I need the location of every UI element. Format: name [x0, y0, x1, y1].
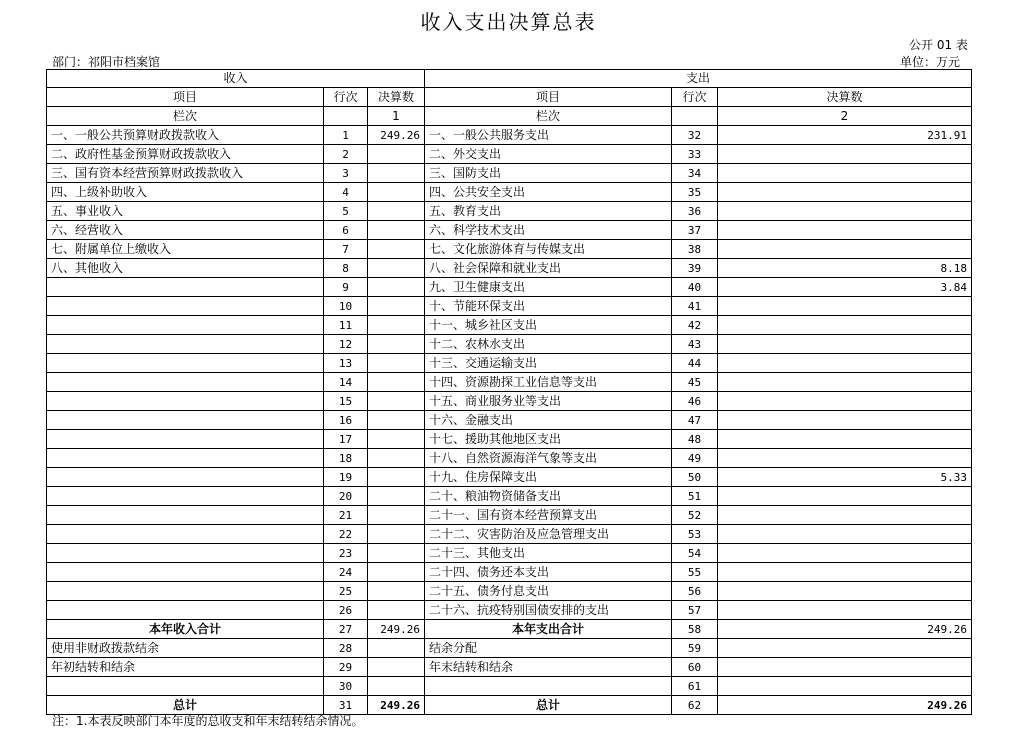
income-rowno-cell: 20 — [324, 487, 368, 506]
expense-rowno-cell: 62 — [672, 696, 718, 715]
income-item-cell: 年初结转和结余 — [47, 658, 324, 677]
expense-rowno-cell: 59 — [672, 639, 718, 658]
income-rowno-cell: 7 — [324, 240, 368, 259]
income-rowno-cell: 2 — [324, 145, 368, 164]
expense-rowno-cell: 52 — [672, 506, 718, 525]
income-lanci-label: 栏次 — [47, 107, 324, 126]
income-item-cell: 四、上级补助收入 — [47, 183, 324, 202]
expense-amount-cell: 231.91 — [718, 126, 972, 145]
expense-item-cell: 总计 — [425, 696, 672, 715]
table-row — [47, 392, 972, 411]
income-rowno-cell: 27 — [324, 620, 368, 639]
expense-rowno-cell: 57 — [672, 601, 718, 620]
income-item-cell — [47, 525, 324, 544]
income-item-cell — [47, 544, 324, 563]
expense-rowno-cell: 49 — [672, 449, 718, 468]
income-item-cell — [47, 354, 324, 373]
expense-item-cell: 本年支出合计 — [425, 620, 672, 639]
expense-item-cell: 一、一般公共服务支出 — [425, 126, 672, 145]
table-row — [47, 354, 972, 373]
income-amount-cell — [368, 411, 425, 430]
income-expense-table — [46, 69, 972, 715]
income-rowno-cell: 17 — [324, 430, 368, 449]
expense-rowno-cell: 33 — [672, 145, 718, 164]
income-rowno-cell: 24 — [324, 563, 368, 582]
expense-amount-cell: 249.26 — [718, 620, 972, 639]
income-rowno-cell: 16 — [324, 411, 368, 430]
expense-amount-cell — [718, 563, 972, 582]
income-rowno-cell: 10 — [324, 297, 368, 316]
income-item-cell — [47, 278, 324, 297]
income-rowno-cell: 4 — [324, 183, 368, 202]
expense-amount-cell — [718, 221, 972, 240]
expense-item-cell: 八、社会保障和就业支出 — [425, 259, 672, 278]
income-item-cell: 总计 — [47, 696, 324, 715]
income-item-cell: 一、一般公共预算财政拨款收入 — [47, 126, 324, 145]
expense-item-cell: 十二、农林水支出 — [425, 335, 672, 354]
expense-rowno-cell: 47 — [672, 411, 718, 430]
table-row — [47, 373, 972, 392]
income-item-cell — [47, 392, 324, 411]
income-item-cell: 八、其他收入 — [47, 259, 324, 278]
income-amount-cell — [368, 430, 425, 449]
income-rowno-cell: 21 — [324, 506, 368, 525]
expense-rowno-cell: 51 — [672, 487, 718, 506]
expense-item-cell: 四、公共安全支出 — [425, 183, 672, 202]
income-item-cell — [47, 677, 324, 696]
expense-item-cell: 十一、城乡社区支出 — [425, 316, 672, 335]
expense-amount-cell: 5.33 — [718, 468, 972, 487]
expense-amount-cell — [718, 601, 972, 620]
expense-item-cell: 二十、粮油物资储备支出 — [425, 487, 672, 506]
income-rowno-cell: 8 — [324, 259, 368, 278]
income-item-cell — [47, 582, 324, 601]
expense-amount-cell — [718, 487, 972, 506]
expense-item-cell: 七、文化旅游体育与传媒支出 — [425, 240, 672, 259]
income-amount-header: 决算数 — [368, 88, 425, 107]
table-row — [47, 297, 972, 316]
expense-amount-cell — [718, 639, 972, 658]
income-item-cell — [47, 373, 324, 392]
expense-item-header: 项目 — [425, 88, 672, 107]
income-rowno-cell: 28 — [324, 639, 368, 658]
income-amount-cell — [368, 297, 425, 316]
expense-item-cell: 六、科学技术支出 — [425, 221, 672, 240]
table-row — [47, 544, 972, 563]
expense-rowno-cell: 45 — [672, 373, 718, 392]
table-row — [47, 658, 972, 677]
income-amount-cell — [368, 183, 425, 202]
expense-item-cell: 二十四、债务还本支出 — [425, 563, 672, 582]
income-rowno-cell: 15 — [324, 392, 368, 411]
expense-item-cell: 结余分配 — [425, 639, 672, 658]
expense-amount-cell — [718, 449, 972, 468]
income-item-cell — [47, 601, 324, 620]
income-amount-cell — [368, 164, 425, 183]
income-item-cell — [47, 506, 324, 525]
table-row — [47, 126, 972, 145]
table-row — [47, 202, 972, 221]
table-row — [47, 525, 972, 544]
expense-rowno-cell: 41 — [672, 297, 718, 316]
expense-item-cell: 三、国防支出 — [425, 164, 672, 183]
income-rowno-cell: 30 — [324, 677, 368, 696]
expense-item-cell: 十八、自然资源海洋气象等支出 — [425, 449, 672, 468]
income-lanci-rowno — [324, 107, 368, 126]
table-row — [47, 145, 972, 164]
income-amount-cell — [368, 563, 425, 582]
income-amount-cell — [368, 354, 425, 373]
table-row — [47, 221, 972, 240]
income-rowno-cell: 29 — [324, 658, 368, 677]
expense-amount-cell — [718, 183, 972, 202]
expense-rowno-cell: 37 — [672, 221, 718, 240]
expense-amount-cell — [718, 316, 972, 335]
expense-lanci-rowno — [672, 107, 718, 126]
income-amount-cell — [368, 449, 425, 468]
income-amount-cell — [368, 373, 425, 392]
income-lanci-col: 1 — [368, 107, 425, 126]
expense-rowno-cell: 39 — [672, 259, 718, 278]
expense-item-cell: 十七、援助其他地区支出 — [425, 430, 672, 449]
expense-rowno-cell: 53 — [672, 525, 718, 544]
table-row — [47, 639, 972, 658]
income-section-header: 收入 — [47, 70, 425, 88]
expense-amount-cell — [718, 354, 972, 373]
income-rowno-cell: 19 — [324, 468, 368, 487]
income-amount-cell — [368, 544, 425, 563]
income-rowno-cell: 18 — [324, 449, 368, 468]
income-rowno-cell: 12 — [324, 335, 368, 354]
income-item-cell — [47, 468, 324, 487]
income-item-cell: 本年收入合计 — [47, 620, 324, 639]
table-row — [47, 582, 972, 601]
income-rowno-cell: 3 — [324, 164, 368, 183]
table-row — [47, 506, 972, 525]
income-rowno-cell: 13 — [324, 354, 368, 373]
income-item-cell — [47, 430, 324, 449]
income-amount-cell — [368, 278, 425, 297]
income-rowno-cell: 1 — [324, 126, 368, 145]
expense-rowno-cell: 56 — [672, 582, 718, 601]
expense-amount-cell — [718, 658, 972, 677]
expense-rowno-cell: 54 — [672, 544, 718, 563]
expense-amount-cell — [718, 525, 972, 544]
table-row — [47, 240, 972, 259]
expense-amount-cell: 249.26 — [718, 696, 972, 715]
income-amount-cell: 249.26 — [368, 620, 425, 639]
expense-item-cell: 十四、资源勘探工业信息等支出 — [425, 373, 672, 392]
income-rowno-cell: 11 — [324, 316, 368, 335]
expense-rowno-header: 行次 — [672, 88, 718, 107]
expense-item-cell: 九、卫生健康支出 — [425, 278, 672, 297]
income-rowno-cell: 26 — [324, 601, 368, 620]
expense-amount-cell: 8.18 — [718, 259, 972, 278]
expense-rowno-cell: 46 — [672, 392, 718, 411]
expense-item-cell: 十三、交通运输支出 — [425, 354, 672, 373]
expense-item-cell: 年末结转和结余 — [425, 658, 672, 677]
expense-rowno-cell: 44 — [672, 354, 718, 373]
income-amount-cell — [368, 677, 425, 696]
expense-item-cell — [425, 677, 672, 696]
income-amount-cell — [368, 240, 425, 259]
form-number: 公开 01 表 — [909, 38, 968, 52]
income-amount-cell: 249.26 — [368, 696, 425, 715]
expense-item-cell: 二、外交支出 — [425, 145, 672, 164]
expense-amount-cell — [718, 373, 972, 392]
expense-amount-cell — [718, 164, 972, 183]
expense-item-cell: 二十六、抗疫特别国债安排的支出 — [425, 601, 672, 620]
income-rowno-cell: 22 — [324, 525, 368, 544]
report-title: 收入支出决算总表 — [420, 10, 597, 34]
expense-item-cell: 二十二、灾害防治及应急管理支出 — [425, 525, 672, 544]
expense-rowno-cell: 55 — [672, 563, 718, 582]
expense-rowno-cell: 40 — [672, 278, 718, 297]
expense-rowno-cell: 58 — [672, 620, 718, 639]
expense-lanci-label: 栏次 — [425, 107, 672, 126]
expense-section-header: 支出 — [425, 70, 972, 88]
table-row — [47, 430, 972, 449]
income-amount-cell — [368, 335, 425, 354]
table-row — [47, 335, 972, 354]
income-item-header: 项目 — [47, 88, 324, 107]
expense-amount-cell — [718, 297, 972, 316]
expense-rowno-cell: 36 — [672, 202, 718, 221]
income-item-cell: 六、经营收入 — [47, 221, 324, 240]
expense-item-cell: 十九、住房保障支出 — [425, 468, 672, 487]
table-row — [47, 278, 972, 297]
expense-item-cell: 十、节能环保支出 — [425, 297, 672, 316]
table-row — [47, 620, 972, 639]
income-rowno-header: 行次 — [324, 88, 368, 107]
income-rowno-cell: 25 — [324, 582, 368, 601]
expense-rowno-cell: 35 — [672, 183, 718, 202]
unit-label: 单位：万元 — [900, 55, 961, 69]
expense-amount-cell — [718, 430, 972, 449]
income-rowno-cell: 31 — [324, 696, 368, 715]
income-amount-cell — [368, 145, 425, 164]
expense-amount-header: 决算数 — [718, 88, 972, 107]
income-item-cell — [47, 411, 324, 430]
income-amount-cell — [368, 658, 425, 677]
expense-rowno-cell: 43 — [672, 335, 718, 354]
income-amount-cell — [368, 525, 425, 544]
footnote: 注：1.本表反映部门本年度的总收支和年末结转结余情况。 — [52, 714, 364, 728]
expense-rowno-cell: 34 — [672, 164, 718, 183]
income-amount-cell — [368, 202, 425, 221]
income-item-cell: 七、附属单位上缴收入 — [47, 240, 324, 259]
income-item-cell: 二、政府性基金预算财政拨款收入 — [47, 145, 324, 164]
table-row — [47, 601, 972, 620]
expense-item-cell: 二十五、债务付息支出 — [425, 582, 672, 601]
income-amount-cell — [368, 639, 425, 658]
table-row — [47, 449, 972, 468]
table-row — [47, 563, 972, 582]
expense-rowno-cell: 60 — [672, 658, 718, 677]
expense-amount-cell: 3.84 — [718, 278, 972, 297]
income-amount-cell: 249.26 — [368, 126, 425, 145]
expense-amount-cell — [718, 145, 972, 164]
income-item-cell — [47, 316, 324, 335]
income-rowno-cell: 14 — [324, 373, 368, 392]
expense-item-cell: 二十三、其他支出 — [425, 544, 672, 563]
expense-rowno-cell: 38 — [672, 240, 718, 259]
income-amount-cell — [368, 392, 425, 411]
expense-amount-cell — [718, 506, 972, 525]
expense-amount-cell — [718, 544, 972, 563]
income-amount-cell — [368, 316, 425, 335]
expense-amount-cell — [718, 202, 972, 221]
income-rowno-cell: 6 — [324, 221, 368, 240]
income-amount-cell — [368, 582, 425, 601]
expense-rowno-cell: 48 — [672, 430, 718, 449]
income-rowno-cell: 9 — [324, 278, 368, 297]
income-amount-cell — [368, 468, 425, 487]
expense-item-cell: 十五、商业服务业等支出 — [425, 392, 672, 411]
expense-item-cell: 五、教育支出 — [425, 202, 672, 221]
income-item-cell: 使用非财政拨款结余 — [47, 639, 324, 658]
expense-rowno-cell: 61 — [672, 677, 718, 696]
department-label: 部门：祁阳市档案馆 — [52, 55, 161, 69]
table-row — [47, 411, 972, 430]
table-row — [47, 259, 972, 278]
expense-lanci-col: 2 — [718, 107, 972, 126]
income-item-cell — [47, 449, 324, 468]
income-amount-cell — [368, 506, 425, 525]
income-amount-cell — [368, 259, 425, 278]
income-item-cell — [47, 297, 324, 316]
income-item-cell: 五、事业收入 — [47, 202, 324, 221]
table-row — [47, 183, 972, 202]
expense-amount-cell — [718, 392, 972, 411]
table-row — [47, 677, 972, 696]
expense-item-cell: 十六、金融支出 — [425, 411, 672, 430]
income-item-cell: 三、国有资本经营预算财政拨款收入 — [47, 164, 324, 183]
table-row — [47, 487, 972, 506]
table-row — [47, 468, 972, 487]
expense-rowno-cell: 32 — [672, 126, 718, 145]
income-amount-cell — [368, 487, 425, 506]
expense-amount-cell — [718, 677, 972, 696]
income-item-cell — [47, 335, 324, 354]
income-rowno-cell: 5 — [324, 202, 368, 221]
expense-rowno-cell: 42 — [672, 316, 718, 335]
expense-amount-cell — [718, 411, 972, 430]
table-row — [47, 316, 972, 335]
income-amount-cell — [368, 601, 425, 620]
income-rowno-cell: 23 — [324, 544, 368, 563]
expense-rowno-cell: 50 — [672, 468, 718, 487]
expense-amount-cell — [718, 240, 972, 259]
income-item-cell — [47, 563, 324, 582]
income-item-cell — [47, 487, 324, 506]
expense-amount-cell — [718, 582, 972, 601]
table-row — [47, 164, 972, 183]
income-amount-cell — [368, 221, 425, 240]
expense-amount-cell — [718, 335, 972, 354]
expense-item-cell: 二十一、国有资本经营预算支出 — [425, 506, 672, 525]
